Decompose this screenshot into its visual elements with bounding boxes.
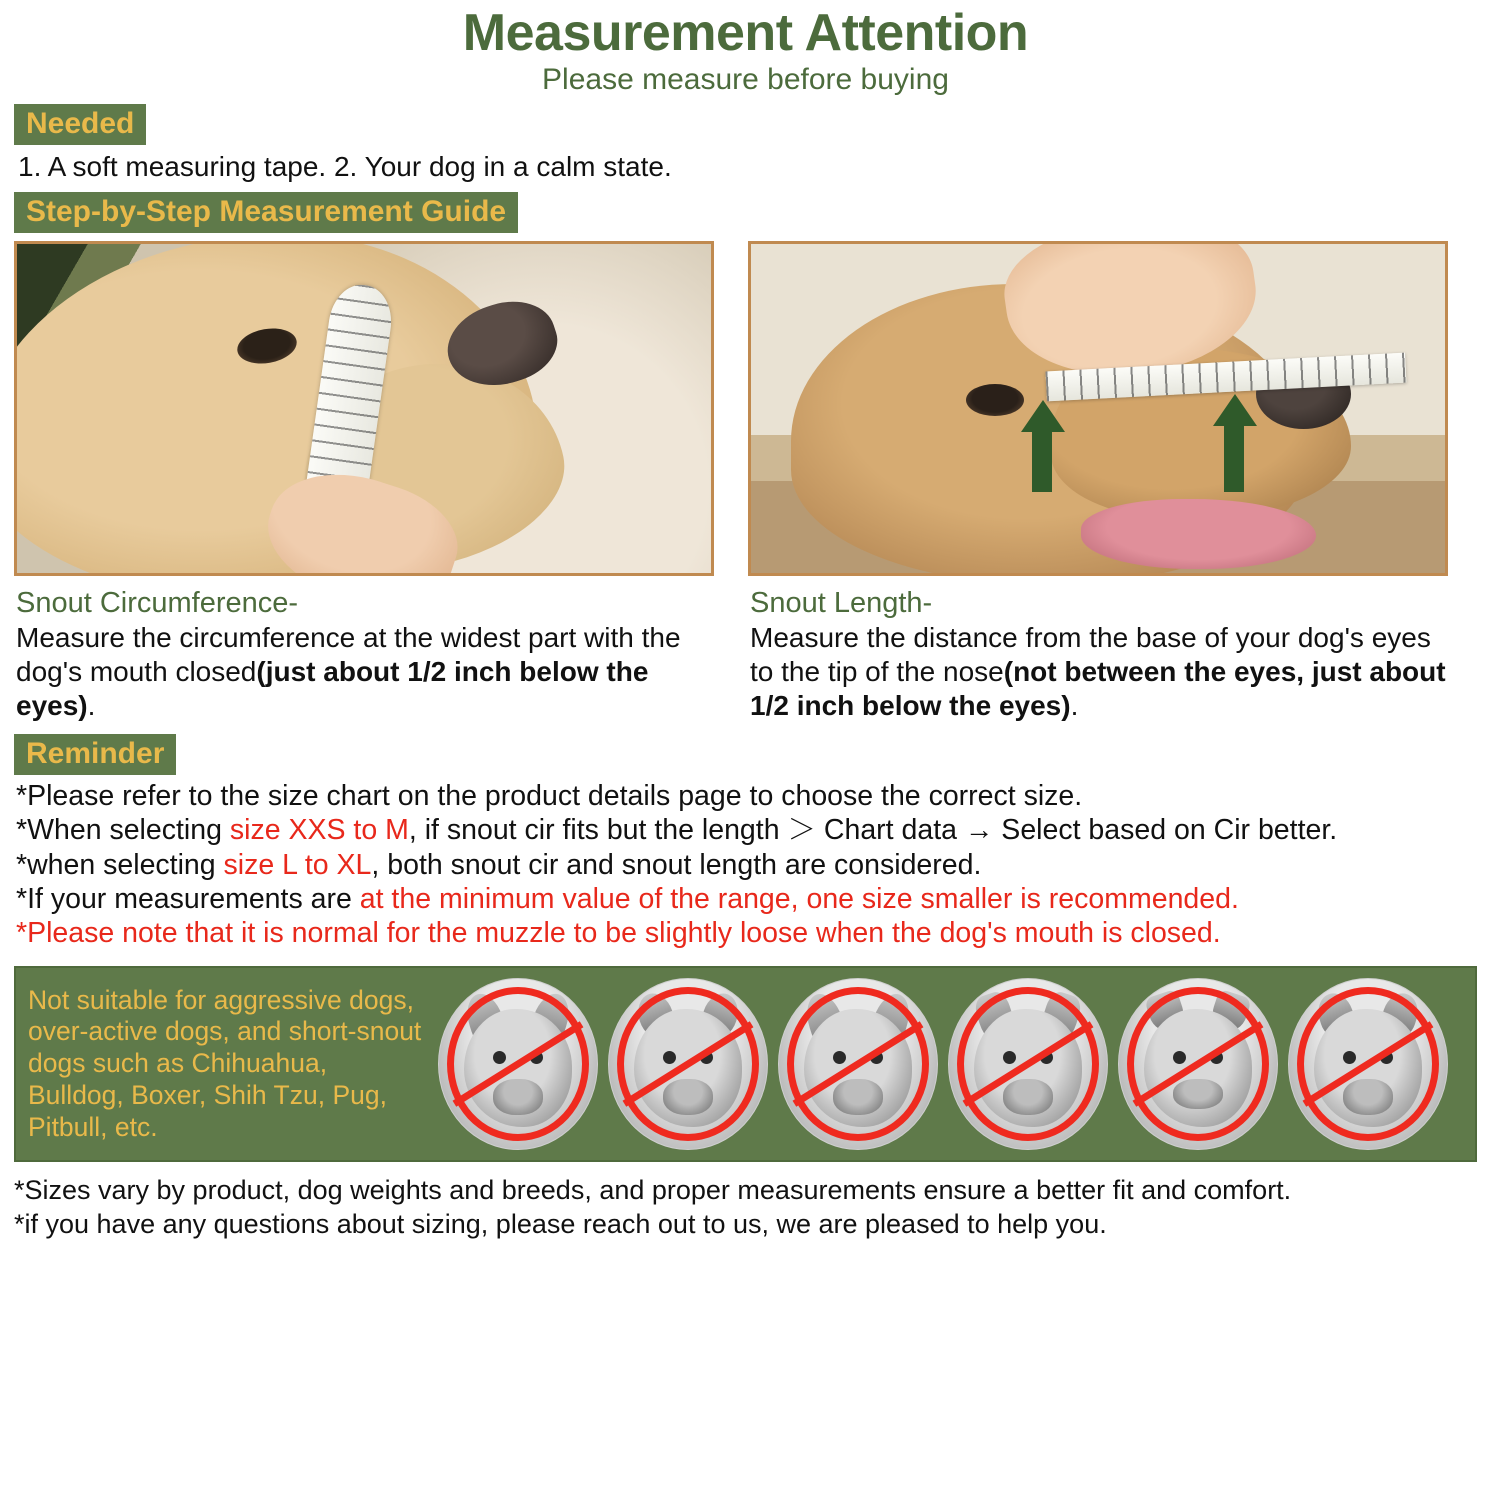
- guide-section: [14, 192, 1477, 724]
- page-title: Measurement Attention: [462, 4, 1029, 62]
- footer-line-2: *if you have any questions about sizing, please reach out to us, we are pleased to help you.: [14, 1208, 1107, 1239]
- guide-tag: Step-by-Step Measurement Guide: [14, 192, 518, 234]
- needed-tag: Needed: [14, 104, 146, 146]
- reminder-line-2: [16, 813, 1477, 847]
- up-arrow-stem-right: [1224, 424, 1244, 492]
- footer-line-1: *Sizes vary by product, dog weights and breeds, and proper measurements ensure a better fit and comfort.: [14, 1175, 1292, 1206]
- guide-photo-row: [14, 241, 1477, 723]
- caption-plain-2: .: [1070, 690, 1079, 722]
- snout-length-caption-body: [750, 621, 1448, 723]
- reminder-line-3-b: , both snout cir and snout length are considered.: [371, 848, 982, 881]
- reminder-line-3-highlight: size L to XL: [223, 848, 372, 881]
- up-arrow-icon-left: [1021, 400, 1065, 432]
- caption-plain-1: Measure the distance from the base of your dog's eyes to the tip of the nose: [750, 622, 1431, 688]
- measurement-attention-page: [0, 6, 1491, 1242]
- reminder-line-4: [16, 882, 1477, 916]
- up-arrow-icon-right: [1213, 394, 1257, 426]
- caption-plain-2: .: [87, 690, 96, 722]
- breed-icon-pug: [1118, 978, 1278, 1150]
- reminder-line-2-a: *When selecting: [16, 814, 230, 847]
- reminder-line-3-a: *when selecting: [16, 848, 224, 881]
- snout-length-caption-title: Snout Length-: [750, 587, 933, 620]
- snout-length-photo: [748, 241, 1448, 576]
- caption-bold: (just about 1/2 inch below the eyes): [16, 656, 649, 722]
- breed-icon-shih-tzu: [608, 978, 768, 1150]
- reminder-text-block: [16, 779, 1477, 950]
- dog-mouth-illustration: [1081, 499, 1316, 569]
- snout-circumference-caption-body: [16, 621, 714, 723]
- page-subtitle: Please measure before buying: [542, 62, 949, 96]
- reminder-line-2-b: , if snout cir fits but the length ＞ Chart data → Select based on Cir better.: [408, 814, 1338, 847]
- needed-text: 1. A soft measuring tape. 2. Your dog in a calm state.: [18, 151, 672, 183]
- not-suitable-text: Not suitable for aggressive dogs, over-active dogs, and short-snout dogs such as Chihuahua, Bulldog, Boxer, Shih Tzu, Pug, Pitbull, etc.: [28, 984, 422, 1142]
- reminder-tag: Reminder: [14, 734, 176, 776]
- not-suitable-band: [14, 966, 1477, 1162]
- reminder-line-1: *Please refer to the size chart on the product details page to choose the correct size.: [16, 780, 1083, 813]
- breed-icon-boxer: [948, 978, 1108, 1150]
- guide-item-snout-circumference: [14, 241, 714, 723]
- breed-icon-french-bulldog: [778, 978, 938, 1150]
- snout-circumference-photo: [14, 241, 714, 576]
- reminder-line-4-highlight: at the minimum value of the range, one size smaller is recommended.: [359, 882, 1239, 915]
- reminder-line-3: [16, 848, 1477, 882]
- guide-item-snout-length: [748, 241, 1448, 723]
- reminder-section: [14, 734, 1477, 951]
- needed-section: [14, 104, 1477, 184]
- caption-bold: (not between the eyes, just about 1/2 inch below the eyes): [750, 656, 1446, 722]
- caption-plain-1: Measure the circumference at the widest part with the dog's mouth closed: [16, 622, 681, 688]
- footer-notes: [14, 1174, 1477, 1242]
- breed-icon-chihuahua: [438, 978, 598, 1150]
- reminder-line-2-highlight: size XXS to M: [229, 814, 409, 847]
- reminder-line-4-a: *If your measurements are: [16, 882, 360, 915]
- up-arrow-stem-left: [1032, 430, 1052, 492]
- not-suitable-breed-icons: [438, 978, 1448, 1150]
- snout-circumference-caption-title: Snout Circumference-: [16, 587, 299, 620]
- breed-icon-pitbull: [1288, 978, 1448, 1150]
- reminder-line-5: *Please note that it is normal for the muzzle to be slightly loose when the dog's mouth is closed.: [16, 916, 1221, 949]
